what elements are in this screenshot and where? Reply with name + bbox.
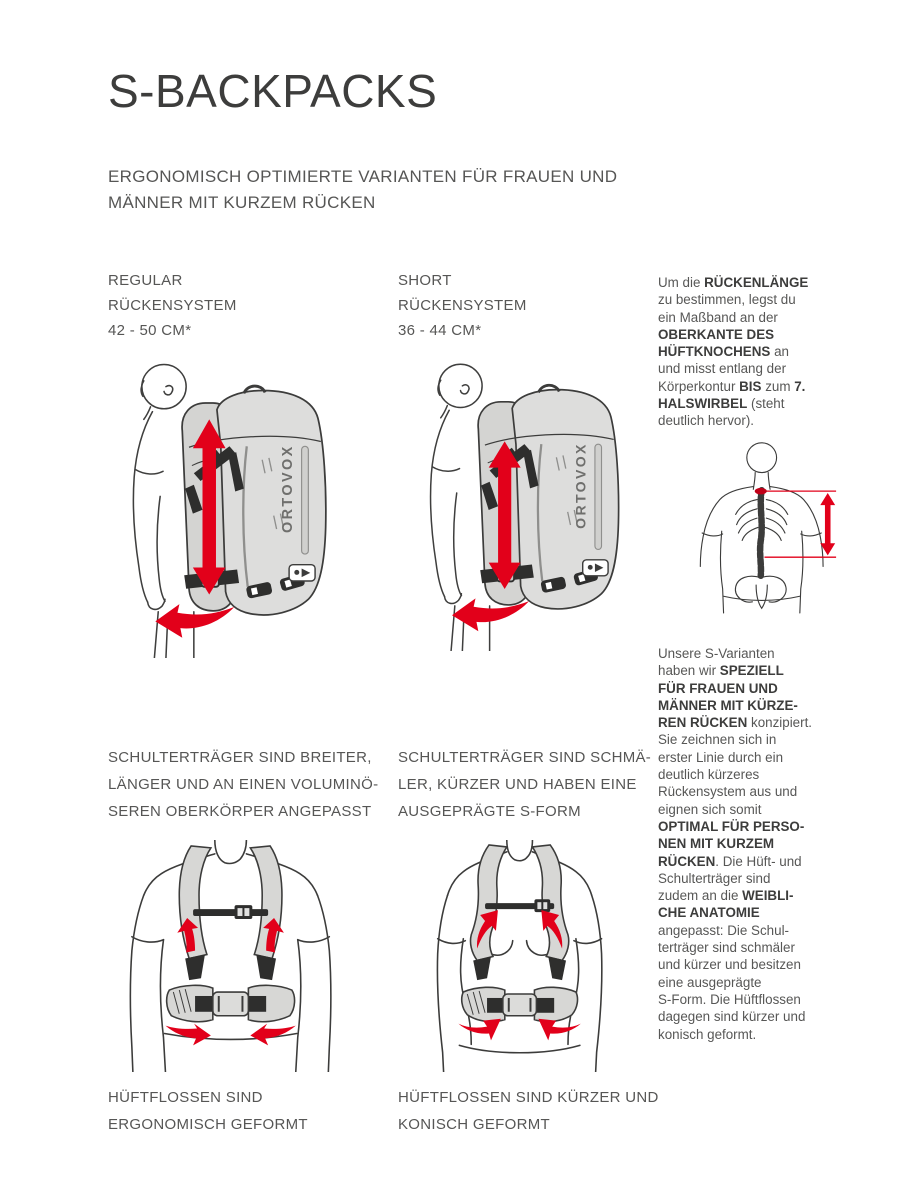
- hipbelt-direction-arrows: [165, 1024, 295, 1046]
- s-variants-description: Unsere S-Varianten haben wir SPEZIELL FÜR FRAUEN UND MÄNNER MIT KÜRZE- REN RÜCKEN konzipiert. Sie zeichnen sich in erster Linie durch ein deutlich kürzeres Rückensystem aus und eignen sich somit OPTIMAL FÜR PERSO- NEN MIT KURZEM RÜCKEN. Die Hüft- und Schulterträger sind zudem an die WEIBLI- CHE ANATOMIE angepasst: Die Schul- terträger sind schmäler und kürzer und besitzen eine ausgeprägte S-Form. Die Hüftflossen dagegen sind kürzer und konisch geformt.: [658, 646, 813, 1042]
- caption-hipfins-regular: HÜFTFLOSSEN SIND ERGONOMISCH GEFORMT: [108, 1089, 308, 1133]
- hip-belt: [167, 985, 295, 1021]
- chest-strap: [193, 905, 268, 919]
- skeleton-figure: [700, 443, 823, 613]
- shoulder-straps: [471, 845, 569, 980]
- page-subtitle: ERGONOMISCH OPTIMIERTE VARIANTEN FÜR FRAUEN UND MÄNNER MIT KURZEM RÜCKEN: [108, 167, 618, 212]
- illustration-harness-male: [108, 840, 370, 1072]
- page-title: S-BACKPACKS: [108, 65, 438, 117]
- caption-shoulder-regular: SCHULTERTRÄGER SIND BREITER, LÄNGER UND AN EINEN VOLUMINÖ- SEREN OBERKÖRPER ANGEPASST: [108, 749, 379, 820]
- hip-belt: [462, 987, 578, 1021]
- illustration-harness-female: [398, 840, 660, 1072]
- torso-figure: [130, 840, 330, 1072]
- heading-regular-system: REGULAR RÜCKENSYSTEM 42 - 50 CM*: [108, 272, 237, 339]
- illustration-short-backpack: [398, 352, 648, 651]
- illustration-regular-backpack: [100, 352, 356, 658]
- measure-instructions: Um die RÜCKENLÄNGE zu bestimmen, legst du ein Maßband an der OBERKANTE DES HÜFTKNOCHENS an und misst entlang der Körperkontur BIS zum 7. HALSWIRBEL (steht deutlich hervor).: [658, 275, 809, 429]
- caption-hipfins-short: HÜFTFLOSSEN SIND KÜRZER UND KONISCH GEFORMT: [398, 1089, 659, 1133]
- heading-short-system: SHORT RÜCKENSYSTEM 36 - 44 CM*: [398, 272, 527, 339]
- back-length-measure-arrow: [755, 488, 836, 557]
- torso-figure: [437, 840, 601, 1072]
- illustration-back-anatomy: [678, 438, 864, 615]
- hipbelt-direction-arrows: [458, 1019, 580, 1041]
- caption-shoulder-short: SCHULTERTRÄGER SIND SCHMÄ- LER, KÜRZER UND HABEN EINE AUSGEPRÄGTE S-FORM: [398, 749, 652, 820]
